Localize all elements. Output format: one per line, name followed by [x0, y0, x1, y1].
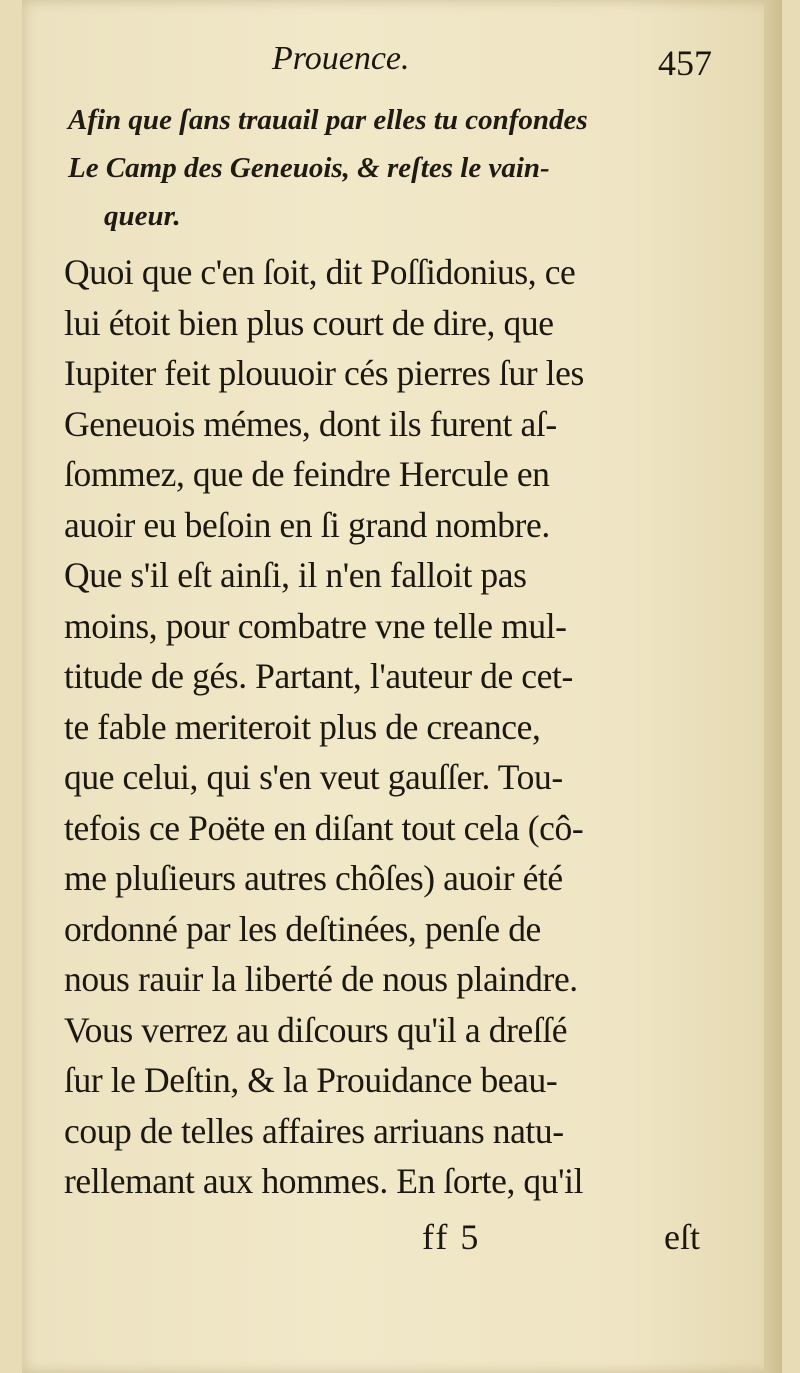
- text-line: ordonné par les deſtinées, penſe de: [64, 908, 541, 949]
- text-line: te fable meriteroit plus de creance,: [64, 706, 541, 747]
- text-line: coup de telles affaires arriuans natu-: [64, 1110, 564, 1151]
- text-line: ſur le Deſtin, & la Prouidance beau-: [64, 1060, 558, 1100]
- body-text: [64, 247, 714, 1207]
- text-line: que celui, qui s'en veut gauſſer. Tou-: [64, 757, 563, 797]
- page-number: 457: [658, 43, 712, 83]
- page-footer: [62, 1216, 712, 1276]
- text-line: moins, pour combatre vne telle mul-: [64, 605, 567, 646]
- text-line: nous rauir la liberté de nous plaindre.: [64, 959, 578, 999]
- catchword: eſt: [664, 1217, 700, 1257]
- verse-line: Le Camp des Geneuois, & reſtes le vain-: [68, 152, 550, 184]
- verse-block: [68, 96, 708, 240]
- text-line: tefois ce Poëte en diſant tout cela (cô-: [64, 807, 584, 848]
- running-head: Prouence.: [272, 40, 410, 77]
- text-line: Iupiter feit plouuoir cés pierres ſur les: [64, 353, 584, 393]
- text-line: Vous verrez au diſcours qu'il a dreſſé: [64, 1009, 568, 1050]
- text-line: titude de gés. Partant, l'auteur de cet-: [64, 656, 573, 696]
- text-line: Geneuois mémes, dont ils furent aſ-: [64, 403, 557, 444]
- text-line: Que s'il eſt ainſi, il n'en falloit pas: [64, 555, 527, 595]
- text-line: Quoi que c'en ſoit, dit Poſſidonius, ce: [64, 252, 576, 292]
- text-line: auoir eu beſoin en ſi grand nombre.: [64, 504, 550, 545]
- verse-line: Afin que ſans trauail par elles tu confondes: [68, 104, 588, 136]
- verse-line: queur.: [104, 200, 181, 232]
- page-edge: [764, 0, 782, 1373]
- text-line: me pluſieurs autres chôſes) auoir été: [64, 858, 563, 898]
- text-line: ſommez, que de feindre Hercule en: [64, 454, 550, 494]
- book-page: [22, 0, 782, 1373]
- signature-mark: ff 5: [422, 1217, 481, 1257]
- page-header: [62, 40, 712, 90]
- text-line: rellemant aux hommes. En ſorte, qu'il: [64, 1161, 584, 1201]
- text-line: lui étoit bien plus court de dire, que: [64, 302, 554, 343]
